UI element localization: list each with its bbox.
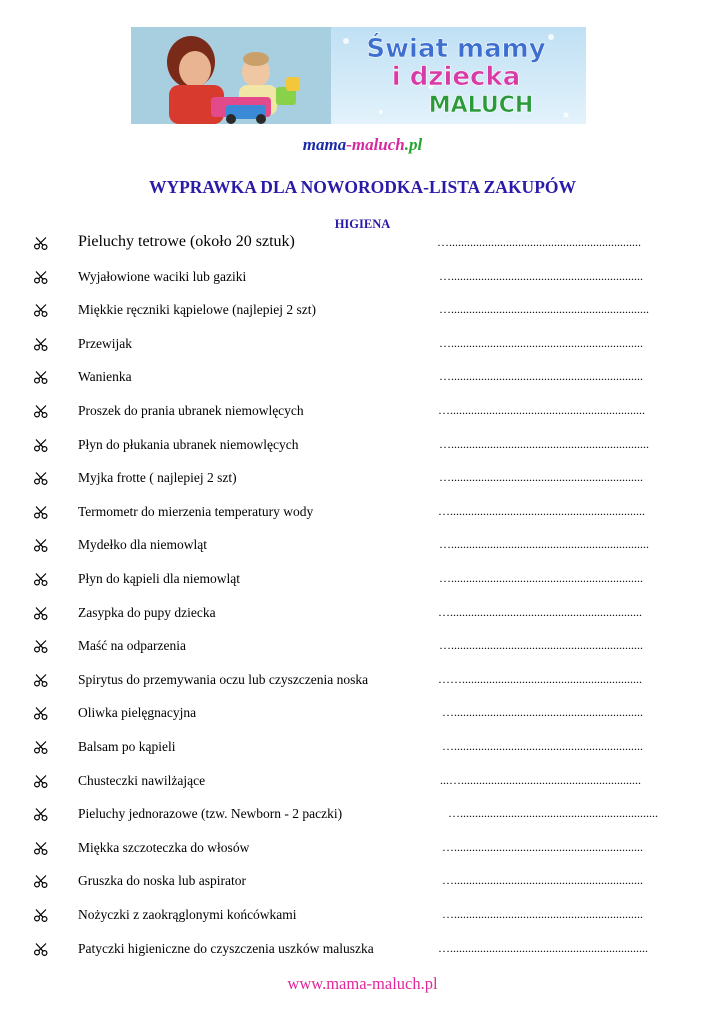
list-item [0, 905, 725, 925]
list-item-label: Pieluchy jednorazowe (tzw. Newborn - 2 paczki) [78, 806, 343, 822]
list-item-label: Mydełko dla niemowląt [78, 537, 207, 553]
scissors-icon [33, 537, 49, 553]
fill-in-dots: ….................................................................. [448, 806, 658, 821]
list-item-label: Proszek do prania ubranek niemowlęcych [78, 403, 304, 418]
fill-in-dots: ….................................................................. [438, 940, 648, 955]
fill-in-dots: …............................................................... [442, 873, 643, 888]
fill-in-dots: …................................................................. [438, 403, 645, 417]
fill-in-dots: …............................................................... [442, 839, 643, 854]
list-item [0, 871, 725, 891]
header-banner [131, 27, 586, 124]
scissors-icon [33, 907, 49, 923]
site-name[interactable] [0, 135, 725, 155]
list-item [0, 804, 725, 824]
fill-in-dots: ……............................................................ [438, 671, 642, 686]
banner-line2: i dziecka [391, 62, 521, 92]
scissors-icon [33, 739, 49, 755]
list-item [0, 300, 725, 320]
list-item [0, 771, 725, 791]
list-item-label: Patyczki higieniczne do czyszczenia uszków maluszka [78, 940, 374, 956]
list-item-label: Przewijak [78, 335, 132, 351]
fill-in-dots: …............................................................... [442, 739, 643, 753]
scissors-icon [33, 873, 49, 889]
scissors-icon [33, 403, 49, 419]
list-item-label: Termometr do mierzenia temperatury wody [78, 503, 314, 519]
list-item-label: Balsam po kąpieli [78, 739, 176, 754]
scissors-icon [33, 269, 49, 285]
list-item-label: Wanienka [78, 369, 132, 385]
fill-in-dots: …............................................................... [442, 705, 643, 720]
scissors-icon [33, 369, 49, 385]
fill-in-dots: ….................................................................. [439, 537, 649, 552]
fill-in-dots: …................................................................ [439, 335, 643, 350]
page-title: WYPRAWKA DLA NOWORODKA-LISTA ZAKUPÓW [148, 177, 576, 197]
list-item-label: Zasypka do pupy dziecka [78, 604, 216, 620]
section-heading: HIGIENA [334, 217, 391, 231]
scissors-icon [33, 504, 49, 520]
list-item-label: Miękka szczoteczka do włosów [78, 839, 250, 855]
list-item-label: Płyn do płukania ubranek niemowlęcych [78, 436, 299, 452]
scissors-icon [33, 605, 49, 621]
list-item [0, 535, 725, 555]
scissors-icon [33, 302, 49, 318]
list-item [0, 367, 725, 387]
list-item [0, 435, 725, 455]
fill-in-dots: …................................................................ [439, 369, 643, 384]
scissors-icon [33, 806, 49, 822]
list-item-label: Płyn do kąpieli dla niemowląt [78, 571, 240, 586]
list-item [0, 703, 725, 723]
scissors-icon [33, 705, 49, 721]
list-item [0, 939, 725, 959]
list-item [0, 603, 725, 623]
site-name-part2: -maluch [346, 135, 405, 154]
list-item-label: Chusteczki nawilżające [78, 772, 206, 788]
fill-in-dots: …................................................................ [439, 268, 643, 283]
list-item-label: Spirytus do przemywania oczu lub czyszczenia noska [78, 671, 369, 687]
list-item-label: Maść na odparzenia [78, 638, 186, 654]
scissors-icon [33, 235, 49, 251]
list-item [0, 401, 725, 421]
scissors-icon [33, 437, 49, 453]
fill-in-dots: …................................................................ [437, 235, 641, 249]
list-item [0, 502, 725, 522]
fill-in-dots: …............................................................... [442, 907, 643, 921]
list-item [0, 569, 725, 589]
list-item [0, 670, 725, 690]
scissors-icon [33, 840, 49, 856]
site-name-part1: mama [302, 135, 347, 154]
list-item [0, 737, 725, 757]
list-item [0, 334, 725, 354]
banner-line1: Świat mamy [366, 34, 546, 64]
banner-image [131, 27, 586, 124]
list-item-label: Gruszka do noska lub aspirator [78, 873, 246, 889]
list-item [0, 468, 725, 488]
list-item [0, 838, 725, 858]
scissors-icon [33, 941, 49, 957]
list-item-label: Pieluchy tetrowe (około 20 sztuk) [78, 233, 295, 250]
list-item-label: Oliwka pielęgnacyjna [78, 705, 197, 721]
list-item-label: Miękkie ręczniki kąpielowe (najlepiej 2 szt) [78, 302, 317, 318]
footer-link[interactable]: www.mama-maluch.pl [287, 974, 438, 993]
fill-in-dots: ….................................................................. [439, 302, 649, 317]
fill-in-dots: …................................................................ [438, 604, 642, 619]
fill-in-dots: …................................................................ [439, 571, 643, 585]
scissors-icon [33, 773, 49, 789]
list-item [0, 233, 725, 253]
fill-in-dots: …................................................................. [438, 503, 645, 518]
list-item-label: Nożyczki z zaokrąglonymi końcówkami [78, 907, 297, 922]
fill-in-dots: ….................................................................. [439, 436, 649, 451]
list-item-label: Wyjałowione waciki lub gaziki [78, 268, 247, 284]
scissors-icon [33, 336, 49, 352]
fill-in-dots: ...…............................................................ [440, 772, 641, 787]
scissors-icon [33, 470, 49, 486]
list-item [0, 636, 725, 656]
site-name-part3: .pl [404, 135, 423, 154]
list-item-label: Myjka frotte ( najlepiej 2 szt) [78, 470, 237, 486]
scissors-icon [33, 638, 49, 654]
fill-in-dots: …................................................................ [439, 470, 643, 485]
scissors-icon [33, 571, 49, 587]
mother-child-photo [131, 27, 331, 124]
list-item [0, 267, 725, 287]
banner-line3: MALUCH [428, 93, 534, 118]
scissors-icon [33, 672, 49, 688]
fill-in-dots: …................................................................ [439, 638, 643, 653]
